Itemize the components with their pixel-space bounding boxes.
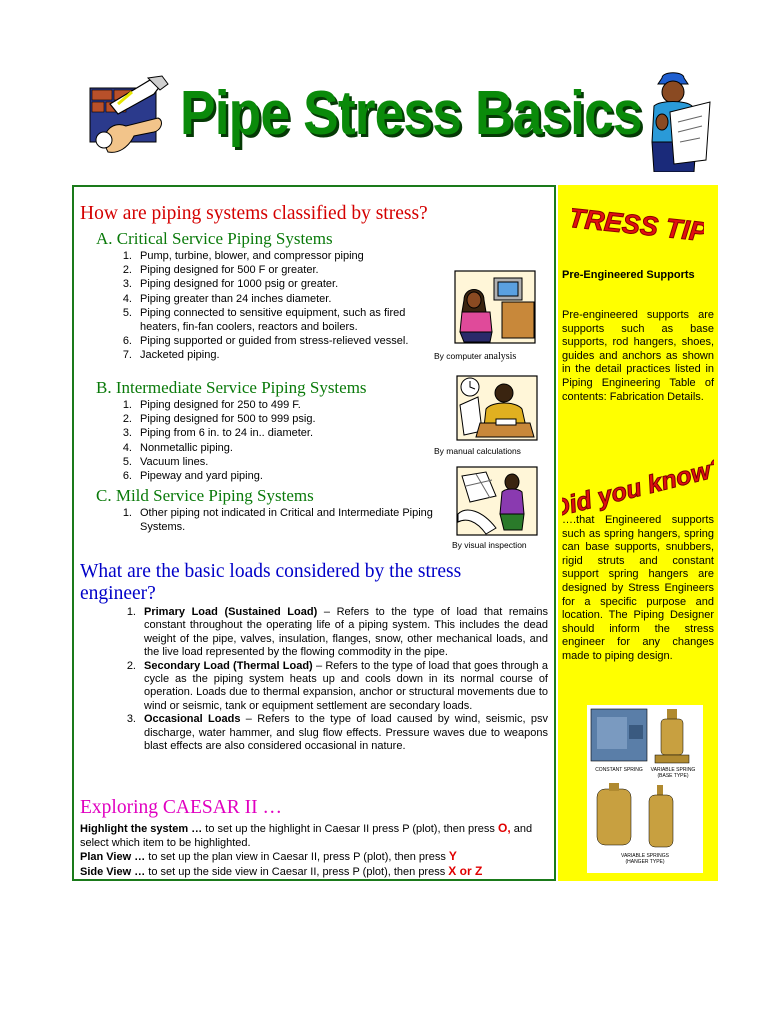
highlight-instruction: Highlight the system … to set up the highlight in Caesar II press P (plot), then press O, and select which item to be highlighted. [80, 821, 533, 849]
svg-text:VARIABLE SPRING: VARIABLE SPRING [650, 767, 696, 773]
basic-loads-list [118, 606, 548, 753]
computer-analysis-caption: By computer analysis [434, 351, 517, 362]
visual-inspection-caption: By visual inspection [452, 540, 527, 550]
manual-calculations-caption: By manual calculations [434, 446, 521, 456]
page-title: Pipe Stress Basics [180, 79, 642, 148]
spring-supports-photo [587, 705, 703, 873]
engineered-supports-text: ….that Engineered supports such as spring hangers, spring can base supports, snubbers, rigid struts and constant support spring hangers are designed by Stress Engineers for a specific purpose and location. The Piping Designer should inform the stress engineer for any changes made to piping design. [562, 514, 714, 662]
mild-service-heading: C. Mild Service Piping Systems [96, 486, 314, 505]
caesar-instructions [80, 822, 550, 879]
svg-text:(HANGER TYPE): (HANGER TYPE) [625, 859, 665, 865]
critical-service-heading: A. Critical Service Piping Systems [96, 229, 333, 248]
list-item: 5. Vacuum lines. [122, 455, 209, 468]
intermediate-service-heading: B. Intermediate Service Piping Systems [96, 378, 367, 397]
list-item: 1. Primary Load (Sustained Load) – Refers to the type of load that remains constant throughout the operating life of a piping system. This includes the dead weight of the pipe, valves, insulation, flanges, snow, other mechanical loads, and the live load represented by the flowing commodity in the pipe. [126, 606, 548, 659]
list-item: 6. Pipeway and yard piping. [122, 470, 263, 483]
list-item: 7. Jacketed piping. [122, 349, 220, 362]
list-item: 4. Piping greater than 24 inches diameter. [122, 292, 332, 305]
basic-loads-heading: What are the basic loads considered by the stress engineer? [80, 561, 462, 604]
computer-analysis-clipart [454, 270, 536, 349]
list-item: 3. Occasional Loads – Refers to the type of load caused by wind, seismic, psv discharge, water hammer, and slug flow effects. Pressure waves due to weapons blast effects are also considered occasional in nature. [126, 713, 548, 753]
list-item: 2. Secondary Load (Thermal Load) – Refers to the type of load that goes through a cycle as the piping system heats up and cools down in its normal course of operation. Loads due to thermal expansion, anchor or structural movements due to wind or seismic, tank or equipment settlement are secondary loads. [126, 659, 548, 712]
list-item: 1. Other piping not indicated in Critical and Intermediate Piping Systems. [122, 507, 433, 534]
svg-text:Did you know?: Did you know? [562, 452, 714, 518]
svg-text:CONSTANT SPRING: CONSTANT SPRING [595, 767, 643, 773]
stress-tips-banner [572, 192, 704, 254]
mild-service-list [116, 506, 438, 534]
svg-text:(BASE TYPE): (BASE TYPE) [657, 773, 689, 779]
classification-heading: How are piping systems classified by stress? [80, 203, 428, 224]
did-you-know-banner [562, 446, 714, 518]
list-item: 1. Pump, turbine, blower, and compressor piping [122, 250, 364, 262]
plan-view-instruction: Plan View … to set up the plan view in Caesar II, press P (plot), then press Y [80, 849, 457, 864]
list-item: 4. Nonmetallic piping. [122, 441, 233, 454]
list-item: 3. Piping designed for 1000 psig or greater. [122, 278, 339, 291]
pre-engineered-text: Pre-engineered supports are supports such as base supports, rod hangers, shoes, guides and anchors as shown in the detail practices listed in Piping Engineering Table of contents: Fabrication Details. [562, 309, 714, 403]
caesar-heading: Exploring CAESAR II … [80, 797, 283, 818]
side-view-instruction: Side View … to set up the side view in Caesar II, press P (plot), then press X or Z [80, 863, 483, 878]
list-item: 6. Piping supported or guided from stress-relieved vessel. [122, 335, 409, 348]
list-item: 2. Piping designed for 500 to 999 psig. [122, 413, 316, 426]
engineer-with-blueprint-clipart [640, 72, 712, 172]
critical-service-list [116, 249, 424, 363]
list-item: 3. Piping from 6 in. to 24 in.. diameter. [122, 427, 314, 440]
manual-calculations-clipart [456, 375, 538, 446]
svg-text:STRESS TIPS: STRESS TIPS [572, 200, 704, 250]
svg-text:VARIABLE SPRINGS: VARIABLE SPRINGS [621, 853, 669, 859]
wrench-hand-clipart [88, 74, 172, 158]
visual-inspection-clipart [456, 466, 538, 541]
list-item: 5. Piping connected to sensitive equipment, such as fired heaters, fin-fan coolers, reactors and boilers. [122, 306, 406, 334]
list-item: 2. Piping designed for 500 F or greater. [122, 264, 319, 277]
pre-engineered-heading: Pre-Engineered Supports [562, 269, 695, 281]
intermediate-service-list [116, 398, 416, 483]
list-item: 1. Piping designed for 250 to 499 F. [122, 399, 301, 411]
